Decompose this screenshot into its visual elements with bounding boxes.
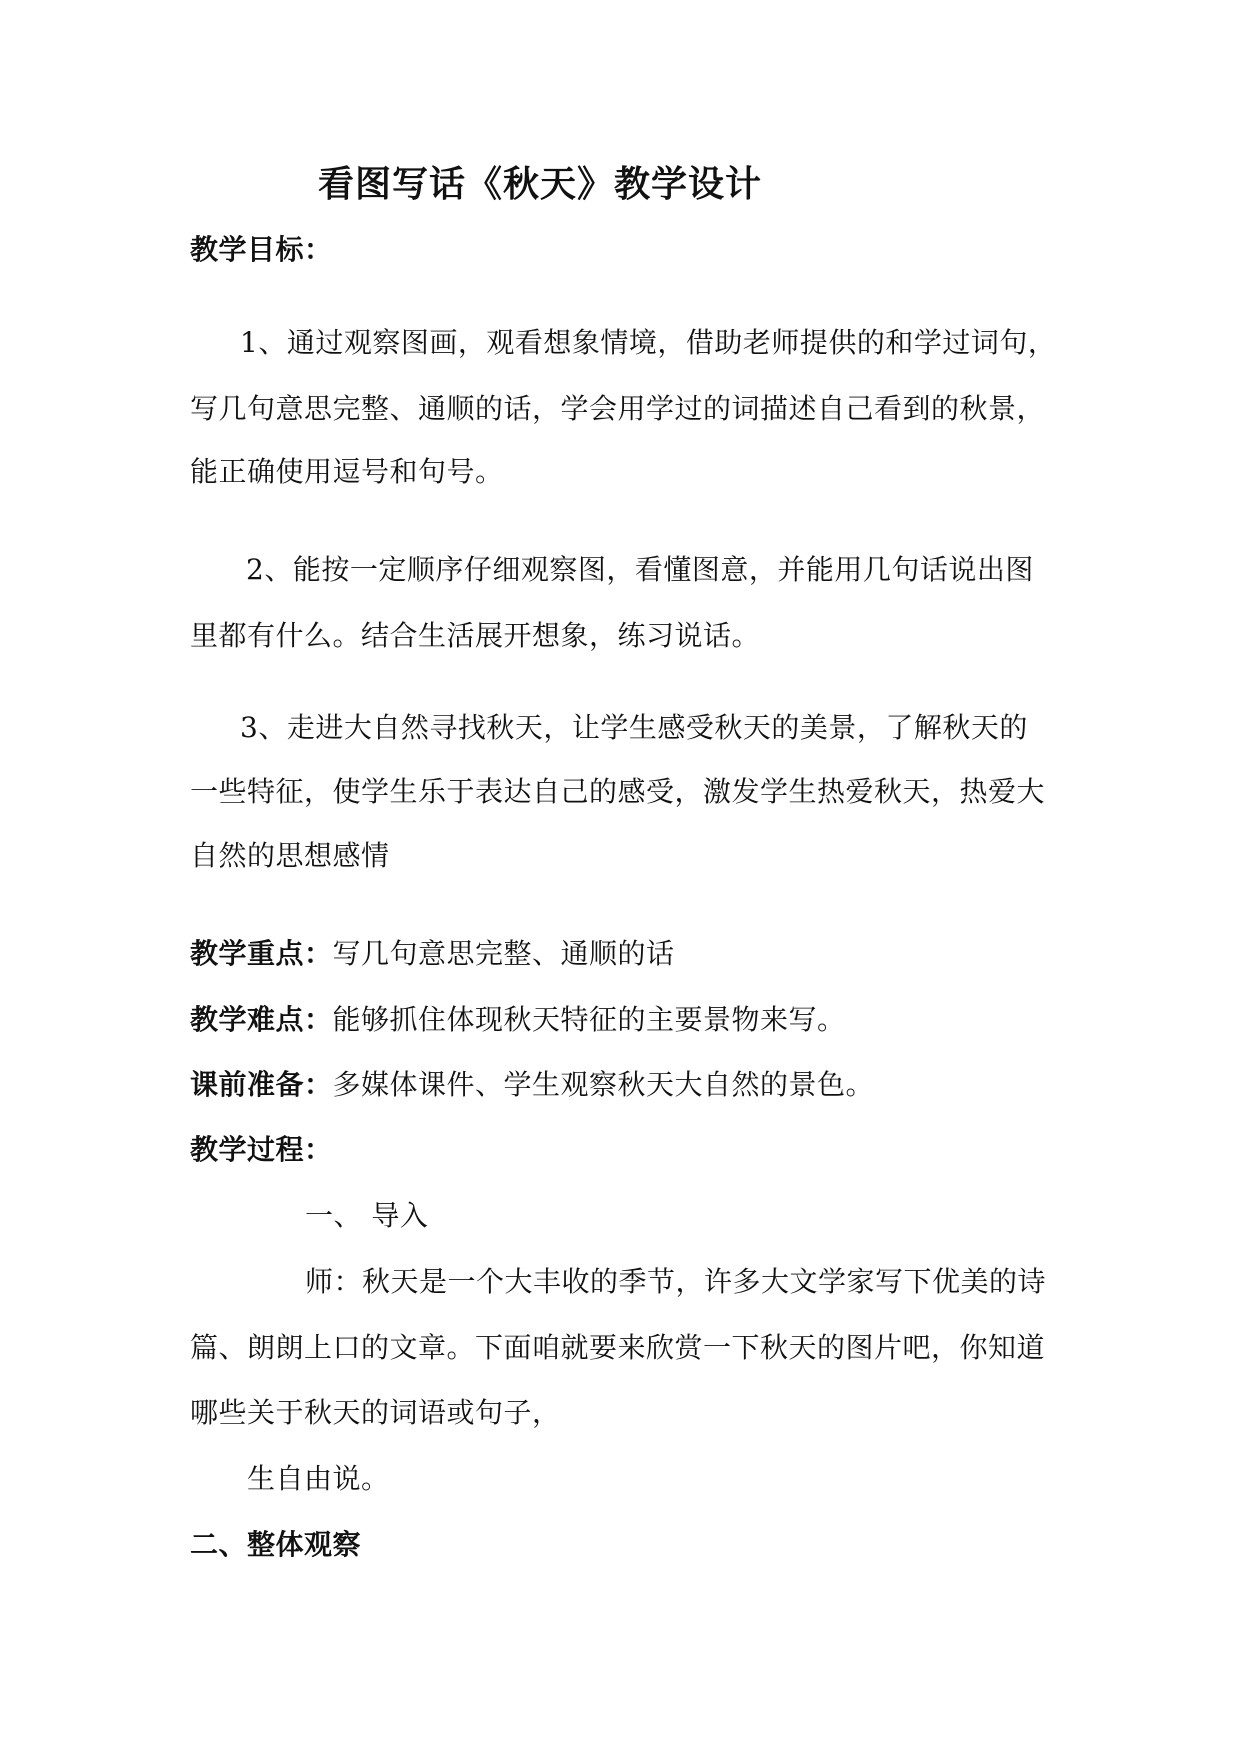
objective-1-line-3: 能正确使用逗号和句号。 xyxy=(190,455,504,488)
process-heading: 教学过程： xyxy=(190,1133,333,1166)
section-1-teacher-line-1: 师：秋天是一个大丰收的季节，许多大文学家写下优美的诗 xyxy=(305,1265,1047,1298)
objectives-heading: 教学目标： xyxy=(190,233,333,266)
section-1-heading: 一、 导入 xyxy=(305,1199,429,1232)
objective-3-line-3: 自然的思想感情 xyxy=(190,839,390,872)
preparation-label: 课前准备： xyxy=(190,1068,333,1101)
preparation-row xyxy=(190,1068,874,1102)
objective-1-line-2: 写几句意思完整、通顺的话，学会用学过的词描述自己看到的秋景， xyxy=(190,392,1046,425)
key-point-text: 写几句意思完整、通顺的话 xyxy=(332,937,675,970)
difficulty-text: 能够抓住体现秋天特征的主要景物来写。 xyxy=(332,1003,846,1036)
objective-3-line-2: 一些特征，使学生乐于表达自己的感受，激发学生热爱秋天，热爱大 xyxy=(190,775,1046,808)
difficulty-row xyxy=(190,1003,846,1037)
preparation-text: 多媒体课件、学生观察秋天大自然的景色。 xyxy=(332,1068,875,1101)
section-1-teacher-line-3: 哪些关于秋天的词语或句子， xyxy=(190,1396,561,1429)
key-point-row xyxy=(190,937,675,971)
objective-3-line-1: 3、走进大自然寻找秋天，让学生感受秋天的美景，了解秋天的 xyxy=(240,711,1028,744)
document-title: 看图写话《秋天》教学设计 xyxy=(318,163,763,205)
section-1-teacher-line-2: 篇、朗朗上口的文章。下面咱就要来欣赏一下秋天的图片吧，你知道 xyxy=(190,1331,1046,1364)
objective-2-line-1: 2、能按一定顺序仔细观察图，看懂图意，并能用几句话说出图 xyxy=(246,553,1034,586)
difficulty-label: 教学难点： xyxy=(190,1003,333,1036)
objective-1-line-1: 1、通过观察图画，观看想象情境，借助老师提供的和学过词句， xyxy=(240,326,1057,359)
objective-2-line-2: 里都有什么。结合生活展开想象，练习说话。 xyxy=(190,619,761,652)
key-point-label: 教学重点： xyxy=(190,937,333,970)
section-1-student-line: 生自由说。 xyxy=(247,1462,390,1495)
section-2-heading: 二、整体观察 xyxy=(190,1528,362,1561)
